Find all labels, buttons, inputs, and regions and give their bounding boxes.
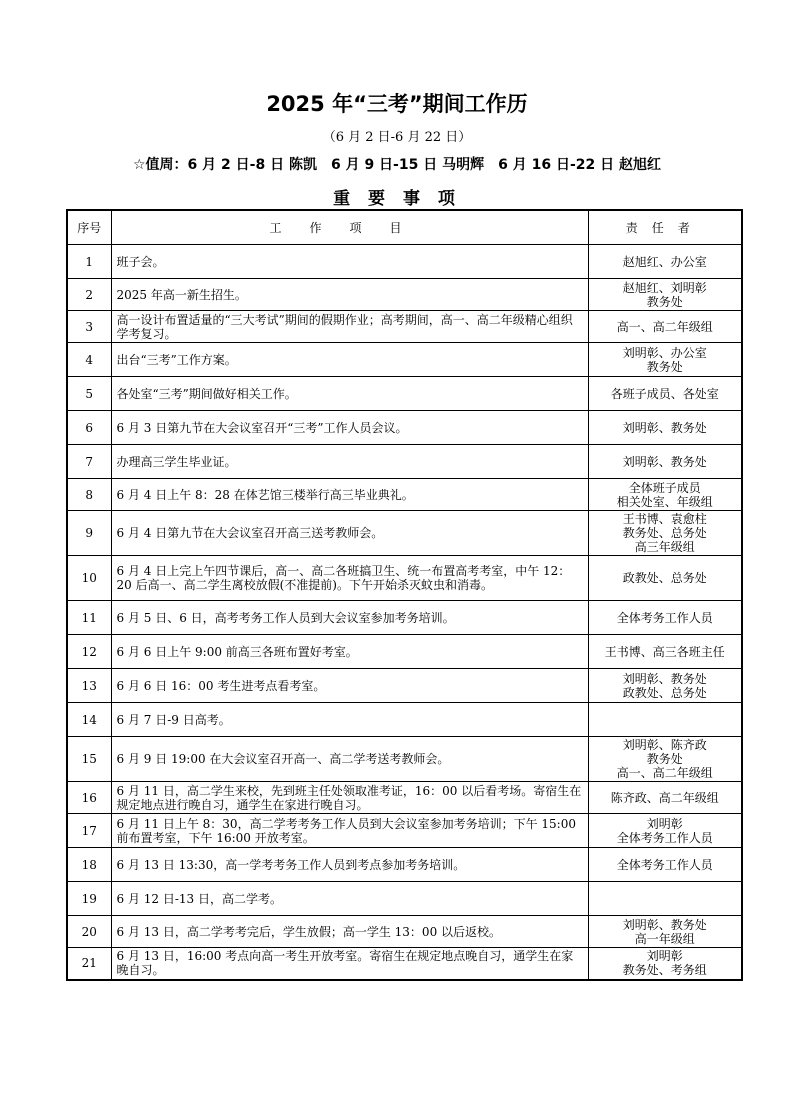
row-item: 6 月 11 日，高二学生来校，先到班主任处领取准考证，16：00 以后看考场。寄宿生在规定地点进行晚自习，通学生在家进行晚自习。 bbox=[111, 782, 588, 814]
row-item: 6 月 3 日第九节在大会议室召开“三考”工作人员会议。 bbox=[111, 411, 588, 445]
table-row bbox=[67, 703, 742, 737]
table-row bbox=[67, 601, 742, 635]
table-row bbox=[67, 377, 742, 411]
table-row bbox=[67, 445, 742, 479]
row-responsible: 赵旭红、办公室 bbox=[588, 245, 742, 279]
row-item: 6 月 6 日 16：00 考生进考点看考室。 bbox=[111, 669, 588, 703]
table-row bbox=[67, 948, 742, 980]
row-number: 10 bbox=[67, 556, 111, 601]
row-item: 6 月 4 日上完上午四节课后，高一、高二各班搞卫生、统一布置高考考室，中午 12：20 后高一、高二学生离校放假(不准提前)。下午开始杀灭蚊虫和消毒。 bbox=[111, 556, 588, 601]
row-responsible: 刘明彰、陈齐政 教务处 高一、高二年级组 bbox=[588, 737, 742, 782]
row-responsible: 政教处、总务处 bbox=[588, 556, 742, 601]
row-responsible: 刘明彰、教务处 政教处、总务处 bbox=[588, 669, 742, 703]
table-row bbox=[67, 479, 742, 511]
row-number: 1 bbox=[67, 245, 111, 279]
row-item: 办理高三学生毕业证。 bbox=[111, 445, 588, 479]
row-number: 21 bbox=[67, 948, 111, 980]
row-responsible: 王书博、袁愈柱 教务处、总务处 高三年级组 bbox=[588, 511, 742, 556]
row-number: 7 bbox=[67, 445, 111, 479]
table-body bbox=[67, 245, 742, 980]
page-title: 2025 年“三考”期间工作历 bbox=[266, 92, 528, 116]
row-responsible: 刘明彰 教务处、考务组 bbox=[588, 948, 742, 980]
header-item: 工作项目 bbox=[111, 210, 588, 245]
row-item: 6 月 13 日 13:30，高一学考考务工作人员到考点参加考务培训。 bbox=[111, 848, 588, 882]
row-number: 11 bbox=[67, 601, 111, 635]
row-number: 5 bbox=[67, 377, 111, 411]
row-responsible: 刘明彰、教务处 高一年级组 bbox=[588, 916, 742, 948]
table-row bbox=[67, 411, 742, 445]
table-row bbox=[67, 279, 742, 311]
row-item: 各处室“三考”期间做好相关工作。 bbox=[111, 377, 588, 411]
row-number: 3 bbox=[67, 311, 111, 343]
row-responsible: 王书博、高三各班主任 bbox=[588, 635, 742, 669]
row-number: 15 bbox=[67, 737, 111, 782]
row-responsible: 刘明彰、教务处 bbox=[588, 445, 742, 479]
table-row bbox=[67, 814, 742, 848]
row-number: 12 bbox=[67, 635, 111, 669]
row-responsible: 刘明彰 全体考务工作人员 bbox=[588, 814, 742, 848]
row-responsible: 赵旭红、刘明彰 教务处 bbox=[588, 279, 742, 311]
row-responsible: 高一、高二年级组 bbox=[588, 311, 742, 343]
row-number: 14 bbox=[67, 703, 111, 737]
table-row bbox=[67, 511, 742, 556]
section-title: 重 要 事 项 bbox=[333, 189, 461, 209]
row-item: 出台“三考”工作方案。 bbox=[111, 343, 588, 377]
row-responsible: 全体考务工作人员 bbox=[588, 601, 742, 635]
row-number: 16 bbox=[67, 782, 111, 814]
row-number: 4 bbox=[67, 343, 111, 377]
row-responsible bbox=[588, 703, 742, 737]
row-item: 6 月 13 日，高二学考考完后，学生放假；高一学生 13：00 以后返校。 bbox=[111, 916, 588, 948]
header-resp: 责任者 bbox=[588, 210, 742, 245]
row-responsible bbox=[588, 882, 742, 916]
row-item: 高一设计布置适量的“三大考试”期间的假期作业；高考期间，高一、高二年级精心组织学考复习。 bbox=[111, 311, 588, 343]
row-number: 18 bbox=[67, 848, 111, 882]
row-responsible: 全体班子成员 相关处室、年级组 bbox=[588, 479, 742, 511]
row-number: 20 bbox=[67, 916, 111, 948]
duty-roster: ☆值周：6 月 2 日-8 日 陈凯 6 月 9 日-15 日 马明辉 6 月 16 日-22 日 赵旭红 bbox=[133, 157, 661, 173]
table-row bbox=[67, 737, 742, 782]
table-row bbox=[67, 635, 742, 669]
table-row bbox=[67, 848, 742, 882]
row-item: 6 月 5 日、6 日，高考考务工作人员到大会议室参加考务培训。 bbox=[111, 601, 588, 635]
header-num: 序号 bbox=[67, 210, 111, 245]
row-item: 6 月 13 日，16:00 考点向高一考生开放考室。寄宿生在规定地点晚自习，通学生在家晚自习。 bbox=[111, 948, 588, 980]
table-row bbox=[67, 916, 742, 948]
row-responsible: 各班子成员、各处室 bbox=[588, 377, 742, 411]
table-row bbox=[67, 556, 742, 601]
table-row bbox=[67, 669, 742, 703]
row-item: 班子会。 bbox=[111, 245, 588, 279]
row-item: 6 月 7 日-9 日高考。 bbox=[111, 703, 588, 737]
row-number: 13 bbox=[67, 669, 111, 703]
row-item: 6 月 4 日第九节在大会议室召开高三送考教师会。 bbox=[111, 511, 588, 556]
row-responsible: 全体考务工作人员 bbox=[588, 848, 742, 882]
table-header-row bbox=[67, 210, 742, 245]
table-row bbox=[67, 311, 742, 343]
table-row bbox=[67, 343, 742, 377]
row-number: 8 bbox=[67, 479, 111, 511]
row-responsible: 刘明彰、办公室 教务处 bbox=[588, 343, 742, 377]
row-number: 9 bbox=[67, 511, 111, 556]
row-responsible: 陈齐政、高二年级组 bbox=[588, 782, 742, 814]
table-row bbox=[67, 882, 742, 916]
schedule-table bbox=[66, 209, 743, 981]
row-item: 6 月 11 日上午 8：30，高二学考考务工作人员到大会议室参加考务培训；下午 15:00 前布置考室，下午 16:00 开放考室。 bbox=[111, 814, 588, 848]
row-item: 6 月 12 日-13 日，高二学考。 bbox=[111, 882, 588, 916]
row-number: 2 bbox=[67, 279, 111, 311]
date-range-subtitle: （6 月 2 日-6 月 22 日） bbox=[322, 130, 472, 145]
row-item: 2025 年高一新生招生。 bbox=[111, 279, 588, 311]
row-number: 17 bbox=[67, 814, 111, 848]
table-row bbox=[67, 782, 742, 814]
row-item: 6 月 9 日 19:00 在大会议室召开高一、高二学考送考教师会。 bbox=[111, 737, 588, 782]
row-number: 19 bbox=[67, 882, 111, 916]
row-item: 6 月 6 日上午 9:00 前高三各班布置好考室。 bbox=[111, 635, 588, 669]
row-number: 6 bbox=[67, 411, 111, 445]
row-item: 6 月 4 日上午 8：28 在体艺馆三楼举行高三毕业典礼。 bbox=[111, 479, 588, 511]
row-responsible: 刘明彰、教务处 bbox=[588, 411, 742, 445]
table-row bbox=[67, 245, 742, 279]
